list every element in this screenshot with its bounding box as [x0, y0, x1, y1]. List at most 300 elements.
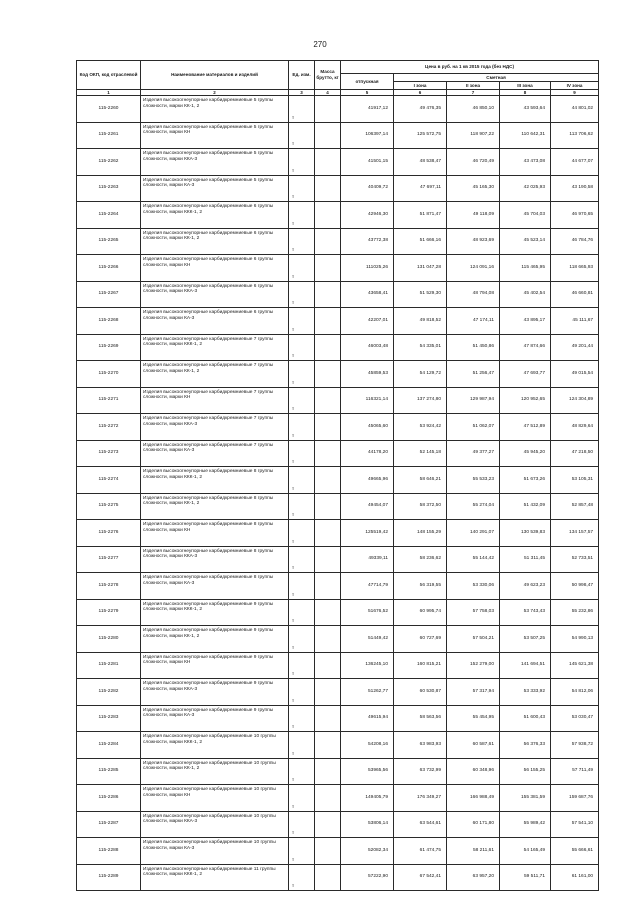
- row-zone-3-price: 45 402,54: [500, 281, 551, 308]
- row-release-price: 51262,77: [341, 679, 394, 706]
- table-row: [77, 96, 599, 123]
- row-unit: [289, 864, 315, 891]
- row-zone-2-price: 46 850,10: [447, 96, 500, 123]
- row-zone-2-price: 60 587,61: [447, 732, 500, 759]
- table-header: [77, 61, 599, 96]
- row-unit: [289, 493, 315, 520]
- row-zone-2-price: 55 274,04: [447, 493, 500, 520]
- row-zone-2-price: 124 091,16: [447, 255, 500, 282]
- row-unit: [289, 599, 315, 626]
- row-zone-4-price: 124 304,89: [551, 387, 599, 414]
- row-unit: [289, 626, 315, 653]
- row-code: 115-2274: [77, 467, 141, 494]
- table-row: [77, 705, 599, 732]
- row-zone-4-price: 50 998,47: [551, 573, 599, 600]
- row-zone-4-price: 61 161,00: [551, 864, 599, 891]
- column-number: 5: [341, 90, 394, 96]
- row-zone-2-price: 57 758,03: [447, 599, 500, 626]
- row-mass: [315, 573, 341, 600]
- row-release-price: 49454,07: [341, 493, 394, 520]
- table-row: [77, 864, 599, 891]
- column-number: 9: [551, 90, 599, 96]
- row-release-price: 49615,94: [341, 705, 394, 732]
- table-row: [77, 732, 599, 759]
- row-zone-3-price: 155 381,59: [500, 785, 551, 812]
- row-unit-label: т: [292, 538, 295, 544]
- row-zone-3-price: 43 895,17: [500, 308, 551, 335]
- table-row: [77, 255, 599, 282]
- column-number: 6: [394, 90, 447, 96]
- row-name: Изделия высокоогнеупорные карбидкремниевые 10 группы сложности, марки КА-3: [141, 838, 289, 865]
- row-name: Изделия высокоогнеупорные карбидкремниевые 5 группы сложности, марки ККА-3: [141, 149, 289, 176]
- row-zone-4-price: 48 829,64: [551, 414, 599, 441]
- table-row: [77, 811, 599, 838]
- row-code: 115-2266: [77, 255, 141, 282]
- row-code: 115-2262: [77, 149, 141, 176]
- row-code: 115-2263: [77, 175, 141, 202]
- row-mass: [315, 440, 341, 467]
- table-row: [77, 387, 599, 414]
- row-release-price: 45065,60: [341, 414, 394, 441]
- row-zone-4-price: 46 660,81: [551, 281, 599, 308]
- table-row: [77, 467, 599, 494]
- row-zone-2-price: 166 988,49: [447, 785, 500, 812]
- row-zone-3-price: 47 693,77: [500, 361, 551, 388]
- row-zone-2-price: 63 957,20: [447, 864, 500, 891]
- row-name: Изделия высокоогнеупорные карбидкремниевые 11 группы сложности, марки ККК-1, 2: [141, 864, 289, 891]
- row-zone-3-price: 110 642,31: [500, 122, 551, 149]
- row-unit-label: т: [292, 114, 295, 120]
- row-zone-3-price: 43 593,64: [500, 96, 551, 123]
- row-mass: [315, 758, 341, 785]
- row-code: 115-2271: [77, 387, 141, 414]
- row-mass: [315, 96, 341, 123]
- row-code: 115-2284: [77, 732, 141, 759]
- row-release-price: 40409,72: [341, 175, 394, 202]
- row-unit: [289, 361, 315, 388]
- table-row: [77, 440, 599, 467]
- row-name: Изделия высокоогнеупорные карбидкремниевые 7 группы сложности, марки КА-3: [141, 440, 289, 467]
- row-unit-label: т: [292, 247, 295, 253]
- table-row: [77, 546, 599, 573]
- row-code: 115-2277: [77, 546, 141, 573]
- table-row: [77, 520, 599, 547]
- header-unit: Ед. изм.: [289, 61, 315, 90]
- row-name: Изделия высокоогнеупорные карбидкремниевые 9 группы сложности, марки КН: [141, 652, 289, 679]
- row-zone-1-price: 54 335,01: [394, 334, 447, 361]
- row-zone-1-price: 54 129,72: [394, 361, 447, 388]
- row-zone-3-price: 55 989,42: [500, 811, 551, 838]
- row-unit-label: т: [292, 141, 295, 147]
- row-zone-4-price: 54 812,06: [551, 679, 599, 706]
- column-number: 8: [500, 90, 551, 96]
- table-row: [77, 175, 599, 202]
- row-mass: [315, 652, 341, 679]
- header-price-group: Цена в руб. на 1 кв 2015 года (без НДС): [341, 61, 599, 74]
- row-zone-2-price: 53 330,06: [447, 573, 500, 600]
- row-zone-2-price: 140 291,07: [447, 520, 500, 547]
- row-unit: [289, 122, 315, 149]
- row-release-price: 111025,26: [341, 255, 394, 282]
- row-zone-2-price: 57 317,94: [447, 679, 500, 706]
- row-zone-1-price: 60 727,69: [394, 626, 447, 653]
- row-name: Изделия высокоогнеупорные карбидкремниевые 8 группы сложности, марки КК-1, 2: [141, 493, 289, 520]
- row-zone-3-price: 51 673,26: [500, 467, 551, 494]
- row-unit-label: т: [292, 459, 295, 465]
- table-row: [77, 122, 599, 149]
- row-unit-label: т: [292, 300, 295, 306]
- table-row: [77, 414, 599, 441]
- row-unit: [289, 308, 315, 335]
- row-release-price: 53965,56: [341, 758, 394, 785]
- row-unit: [289, 758, 315, 785]
- column-number: 4: [315, 90, 341, 96]
- table-row: [77, 281, 599, 308]
- column-number: 3: [289, 90, 315, 96]
- row-zone-4-price: 43 190,58: [551, 175, 599, 202]
- row-release-price: 51676,52: [341, 599, 394, 626]
- row-mass: [315, 308, 341, 335]
- row-zone-2-price: 48 923,69: [447, 228, 500, 255]
- row-unit: [289, 175, 315, 202]
- row-zone-2-price: 51 450,86: [447, 334, 500, 361]
- row-zone-2-price: 55 454,95: [447, 705, 500, 732]
- row-unit: [289, 228, 315, 255]
- row-zone-2-price: 47 174,11: [447, 308, 500, 335]
- row-zone-4-price: 55 232,86: [551, 599, 599, 626]
- row-code: 115-2269: [77, 334, 141, 361]
- row-unit: [289, 387, 315, 414]
- row-zone-4-price: 45 111,67: [551, 308, 599, 335]
- row-unit-label: т: [292, 353, 295, 359]
- row-zone-3-price: 53 333,92: [500, 679, 551, 706]
- table-row: [77, 758, 599, 785]
- row-unit-label: т: [292, 671, 295, 677]
- row-zone-4-price: 52 733,51: [551, 546, 599, 573]
- row-zone-3-price: 53 507,25: [500, 626, 551, 653]
- row-zone-4-price: 57 541,10: [551, 811, 599, 838]
- row-name: Изделия высокоогнеупорные карбидкремниевые 10 группы сложности, марки КК-1, 2: [141, 758, 289, 785]
- row-name: Изделия высокоогнеупорные карбидкремниевые 7 группы сложности, марки ККК-1, 2: [141, 334, 289, 361]
- row-zone-2-price: 129 987,94: [447, 387, 500, 414]
- table-row: [77, 202, 599, 229]
- row-mass: [315, 387, 341, 414]
- row-zone-2-price: 49 118,09: [447, 202, 500, 229]
- row-name: Изделия высокоогнеупорные карбидкремниевые 5 группы сложности, марки КА-3: [141, 175, 289, 202]
- row-name: Изделия высокоогнеупорные карбидкремниевые 7 группы сложности, марки КК-1, 2: [141, 361, 289, 388]
- row-code: 115-2273: [77, 440, 141, 467]
- table-row: [77, 652, 599, 679]
- row-code: 115-2272: [77, 414, 141, 441]
- row-code: 115-2282: [77, 679, 141, 706]
- row-code: 115-2279: [77, 599, 141, 626]
- row-zone-1-price: 58 646,21: [394, 467, 447, 494]
- row-unit-label: т: [292, 856, 295, 862]
- row-name: Изделия высокоогнеупорные карбидкремниевые 6 группы сложности, марки ККК-1, 2: [141, 202, 289, 229]
- row-name: Изделия высокоогнеупорные карбидкремниевые 7 группы сложности, марки КН: [141, 387, 289, 414]
- row-mass: [315, 334, 341, 361]
- row-zone-2-price: 55 533,23: [447, 467, 500, 494]
- row-zone-1-price: 52 145,18: [394, 440, 447, 467]
- row-code: 115-2281: [77, 652, 141, 679]
- row-zone-3-price: 115 465,95: [500, 255, 551, 282]
- row-zone-3-price: 45 704,03: [500, 202, 551, 229]
- row-mass: [315, 732, 341, 759]
- row-mass: [315, 149, 341, 176]
- row-unit-label: т: [292, 485, 295, 491]
- row-unit: [289, 440, 315, 467]
- row-mass: [315, 626, 341, 653]
- table-row: [77, 334, 599, 361]
- row-zone-2-price: 51 062,07: [447, 414, 500, 441]
- row-zone-4-price: 53 105,31: [551, 467, 599, 494]
- row-code: 115-2267: [77, 281, 141, 308]
- row-zone-2-price: 58 211,61: [447, 838, 500, 865]
- row-mass: [315, 255, 341, 282]
- row-mass: [315, 361, 341, 388]
- row-unit: [289, 732, 315, 759]
- row-release-price: 47714,79: [341, 573, 394, 600]
- row-code: 115-2285: [77, 758, 141, 785]
- row-zone-3-price: 43 473,08: [500, 149, 551, 176]
- row-name: Изделия высокоогнеупорные карбидкремниевые 6 группы сложности, марки КК-1, 2: [141, 228, 289, 255]
- row-unit: [289, 414, 315, 441]
- row-zone-2-price: 60 348,96: [447, 758, 500, 785]
- row-release-price: 106397,14: [341, 122, 394, 149]
- header-mass: Масса брутто, кг: [315, 61, 341, 90]
- row-release-price: 42207,01: [341, 308, 394, 335]
- row-unit-label: т: [292, 644, 295, 650]
- row-unit-label: т: [292, 830, 295, 836]
- row-zone-4-price: 49 201,44: [551, 334, 599, 361]
- row-release-price: 57222,90: [341, 864, 394, 891]
- table-row: [77, 626, 599, 653]
- row-name: Изделия высокоогнеупорные карбидкремниевые 9 группы сложности, марки КА-3: [141, 705, 289, 732]
- row-name: Изделия высокоогнеупорные карбидкремниевые 10 группы сложности, марки ККА-3: [141, 811, 289, 838]
- table-row: [77, 361, 599, 388]
- row-code: 115-2287: [77, 811, 141, 838]
- table-body: [77, 96, 599, 891]
- row-code: 115-2286: [77, 785, 141, 812]
- row-zone-1-price: 63 732,99: [394, 758, 447, 785]
- row-mass: [315, 864, 341, 891]
- row-unit-label: т: [292, 750, 295, 756]
- column-number: 2: [141, 90, 289, 96]
- table-row: [77, 308, 599, 335]
- row-unit: [289, 546, 315, 573]
- row-unit-label: т: [292, 326, 295, 332]
- row-zone-4-price: 49 015,54: [551, 361, 599, 388]
- table-row: [77, 149, 599, 176]
- row-zone-2-price: 45 165,30: [447, 175, 500, 202]
- row-zone-3-price: 59 511,71: [500, 864, 551, 891]
- row-zone-1-price: 137 274,80: [394, 387, 447, 414]
- row-release-price: 125519,42: [341, 520, 394, 547]
- row-zone-1-price: 131 047,28: [394, 255, 447, 282]
- header-zone-4: IV зона: [551, 82, 599, 90]
- row-unit: [289, 202, 315, 229]
- row-name: Изделия высокоогнеупорные карбидкремниевые 6 группы сложности, марки ККА-3: [141, 281, 289, 308]
- row-unit-label: т: [292, 512, 295, 518]
- row-mass: [315, 811, 341, 838]
- row-zone-3-price: 51 600,43: [500, 705, 551, 732]
- row-code: 115-2265: [77, 228, 141, 255]
- row-unit: [289, 334, 315, 361]
- row-unit-label: т: [292, 591, 295, 597]
- row-unit-label: т: [292, 379, 295, 385]
- row-zone-2-price: 57 504,21: [447, 626, 500, 653]
- row-mass: [315, 493, 341, 520]
- row-release-price: 54208,16: [341, 732, 394, 759]
- row-zone-2-price: 48 794,08: [447, 281, 500, 308]
- row-release-price: 149405,79: [341, 785, 394, 812]
- row-zone-1-price: 61 474,75: [394, 838, 447, 865]
- row-unit: [289, 705, 315, 732]
- row-zone-1-price: 67 542,41: [394, 864, 447, 891]
- row-unit: [289, 573, 315, 600]
- row-zone-1-price: 148 155,29: [394, 520, 447, 547]
- row-mass: [315, 785, 341, 812]
- row-release-price: 41501,15: [341, 149, 394, 176]
- header-zone-3: III зона: [500, 82, 551, 90]
- row-zone-1-price: 160 815,21: [394, 652, 447, 679]
- row-zone-2-price: 152 279,00: [447, 652, 500, 679]
- row-zone-1-price: 51 871,47: [394, 202, 447, 229]
- row-release-price: 52082,34: [341, 838, 394, 865]
- row-code: 115-2283: [77, 705, 141, 732]
- row-zone-4-price: 54 990,13: [551, 626, 599, 653]
- row-zone-4-price: 52 857,48: [551, 493, 599, 520]
- row-code: 115-2278: [77, 573, 141, 600]
- row-zone-4-price: 57 938,72: [551, 732, 599, 759]
- row-zone-4-price: 118 665,93: [551, 255, 599, 282]
- row-unit: [289, 785, 315, 812]
- row-zone-1-price: 53 924,42: [394, 414, 447, 441]
- row-unit: [289, 811, 315, 838]
- row-zone-1-price: 48 538,47: [394, 149, 447, 176]
- row-release-price: 41917,12: [341, 96, 394, 123]
- row-zone-2-price: 118 907,22: [447, 122, 500, 149]
- row-zone-1-price: 56 319,55: [394, 573, 447, 600]
- row-unit-label: т: [292, 803, 295, 809]
- row-unit-label: т: [292, 194, 295, 200]
- row-unit-label: т: [292, 406, 295, 412]
- row-unit-label: т: [292, 697, 295, 703]
- row-mass: [315, 467, 341, 494]
- row-unit-label: т: [292, 883, 295, 889]
- header-estimated-price: Сметная: [394, 74, 599, 82]
- row-name: Изделия высокоогнеупорные карбидкремниевые 9 группы сложности, марки ККА-3: [141, 679, 289, 706]
- column-number: 7: [447, 90, 500, 96]
- row-release-price: 49339,11: [341, 546, 394, 573]
- row-unit-label: т: [292, 777, 295, 783]
- row-unit: [289, 96, 315, 123]
- row-mass: [315, 228, 341, 255]
- row-zone-2-price: 49 377,27: [447, 440, 500, 467]
- row-mass: [315, 122, 341, 149]
- row-zone-1-price: 176 349,27: [394, 785, 447, 812]
- page-number: 270: [313, 40, 327, 49]
- row-mass: [315, 838, 341, 865]
- row-zone-1-price: 51 666,16: [394, 228, 447, 255]
- row-name: Изделия высокоогнеупорные карбидкремниевые 8 группы сложности, марки ККА-3: [141, 546, 289, 573]
- row-zone-3-price: 47 874,66: [500, 334, 551, 361]
- row-code: 115-2260: [77, 96, 141, 123]
- row-release-price: 116321,14: [341, 387, 394, 414]
- row-unit-label: т: [292, 724, 295, 730]
- column-number: 1: [77, 90, 141, 96]
- row-zone-1-price: 125 572,75: [394, 122, 447, 149]
- row-name: Изделия высокоогнеупорные карбидкремниевые 6 группы сложности, марки КН: [141, 255, 289, 282]
- row-mass: [315, 705, 341, 732]
- row-name: Изделия высокоогнеупорные карбидкремниевые 9 группы сложности, марки КК-1, 2: [141, 626, 289, 653]
- row-zone-3-price: 56 376,33: [500, 732, 551, 759]
- header-code: Код ОКП, код отраслевой: [77, 61, 141, 90]
- table-row: [77, 838, 599, 865]
- row-zone-3-price: 47 512,89: [500, 414, 551, 441]
- row-code: 115-2275: [77, 493, 141, 520]
- header-release-price: отпускная: [341, 74, 394, 90]
- row-zone-3-price: 130 539,83: [500, 520, 551, 547]
- row-zone-3-price: 53 743,43: [500, 599, 551, 626]
- row-unit: [289, 149, 315, 176]
- price-table: [76, 60, 599, 891]
- row-name: Изделия высокоогнеупорные карбидкремниевые 10 группы сложности, марки ККК-1, 2: [141, 732, 289, 759]
- row-mass: [315, 414, 341, 441]
- row-name: Изделия высокоогнеупорные карбидкремниевые 8 группы сложности, марки КА-3: [141, 573, 289, 600]
- row-mass: [315, 520, 341, 547]
- row-zone-1-price: 63 544,61: [394, 811, 447, 838]
- row-name: Изделия высокоогнеупорные карбидкремниевые 10 группы сложности, марки КН: [141, 785, 289, 812]
- row-name: Изделия высокоогнеупорные карбидкремниевые 7 группы сложности, марки ККА-3: [141, 414, 289, 441]
- table-row: [77, 679, 599, 706]
- row-zone-4-price: 134 157,57: [551, 520, 599, 547]
- row-unit-label: т: [292, 432, 295, 438]
- table-row: [77, 785, 599, 812]
- row-mass: [315, 546, 341, 573]
- row-mass: [315, 175, 341, 202]
- table-row: [77, 493, 599, 520]
- row-name: Изделия высокоогнеупорные карбидкремниевые 6 группы сложности, марки КА-3: [141, 308, 289, 335]
- row-unit: [289, 520, 315, 547]
- row-mass: [315, 599, 341, 626]
- header-zone-1: I зона: [394, 82, 447, 90]
- row-zone-4-price: 53 030,47: [551, 705, 599, 732]
- row-zone-4-price: 44 677,07: [551, 149, 599, 176]
- row-release-price: 53806,14: [341, 811, 394, 838]
- row-code: 115-2261: [77, 122, 141, 149]
- row-release-price: 46003,48: [341, 334, 394, 361]
- row-name: Изделия высокоогнеупорные карбидкремниевые 5 группы сложности, марки КН: [141, 122, 289, 149]
- row-zone-4-price: 113 706,62: [551, 122, 599, 149]
- row-zone-2-price: 60 171,80: [447, 811, 500, 838]
- row-mass: [315, 281, 341, 308]
- row-zone-4-price: 47 218,50: [551, 440, 599, 467]
- row-zone-4-price: 57 711,49: [551, 758, 599, 785]
- row-mass: [315, 679, 341, 706]
- row-zone-1-price: 60 530,87: [394, 679, 447, 706]
- row-zone-3-price: 49 623,23: [500, 573, 551, 600]
- row-name: Изделия высокоогнеупорные карбидкремниевые 8 группы сложности, марки КН: [141, 520, 289, 547]
- row-zone-2-price: 46 720,49: [447, 149, 500, 176]
- row-zone-3-price: 56 155,25: [500, 758, 551, 785]
- row-zone-3-price: 141 694,51: [500, 652, 551, 679]
- row-zone-1-price: 58 563,56: [394, 705, 447, 732]
- row-name: Изделия высокоогнеупорные карбидкремниевые 8 группы сложности, марки ККК-1, 2: [141, 467, 289, 494]
- row-zone-3-price: 51 311,45: [500, 546, 551, 573]
- row-unit: [289, 679, 315, 706]
- row-zone-1-price: 60 995,74: [394, 599, 447, 626]
